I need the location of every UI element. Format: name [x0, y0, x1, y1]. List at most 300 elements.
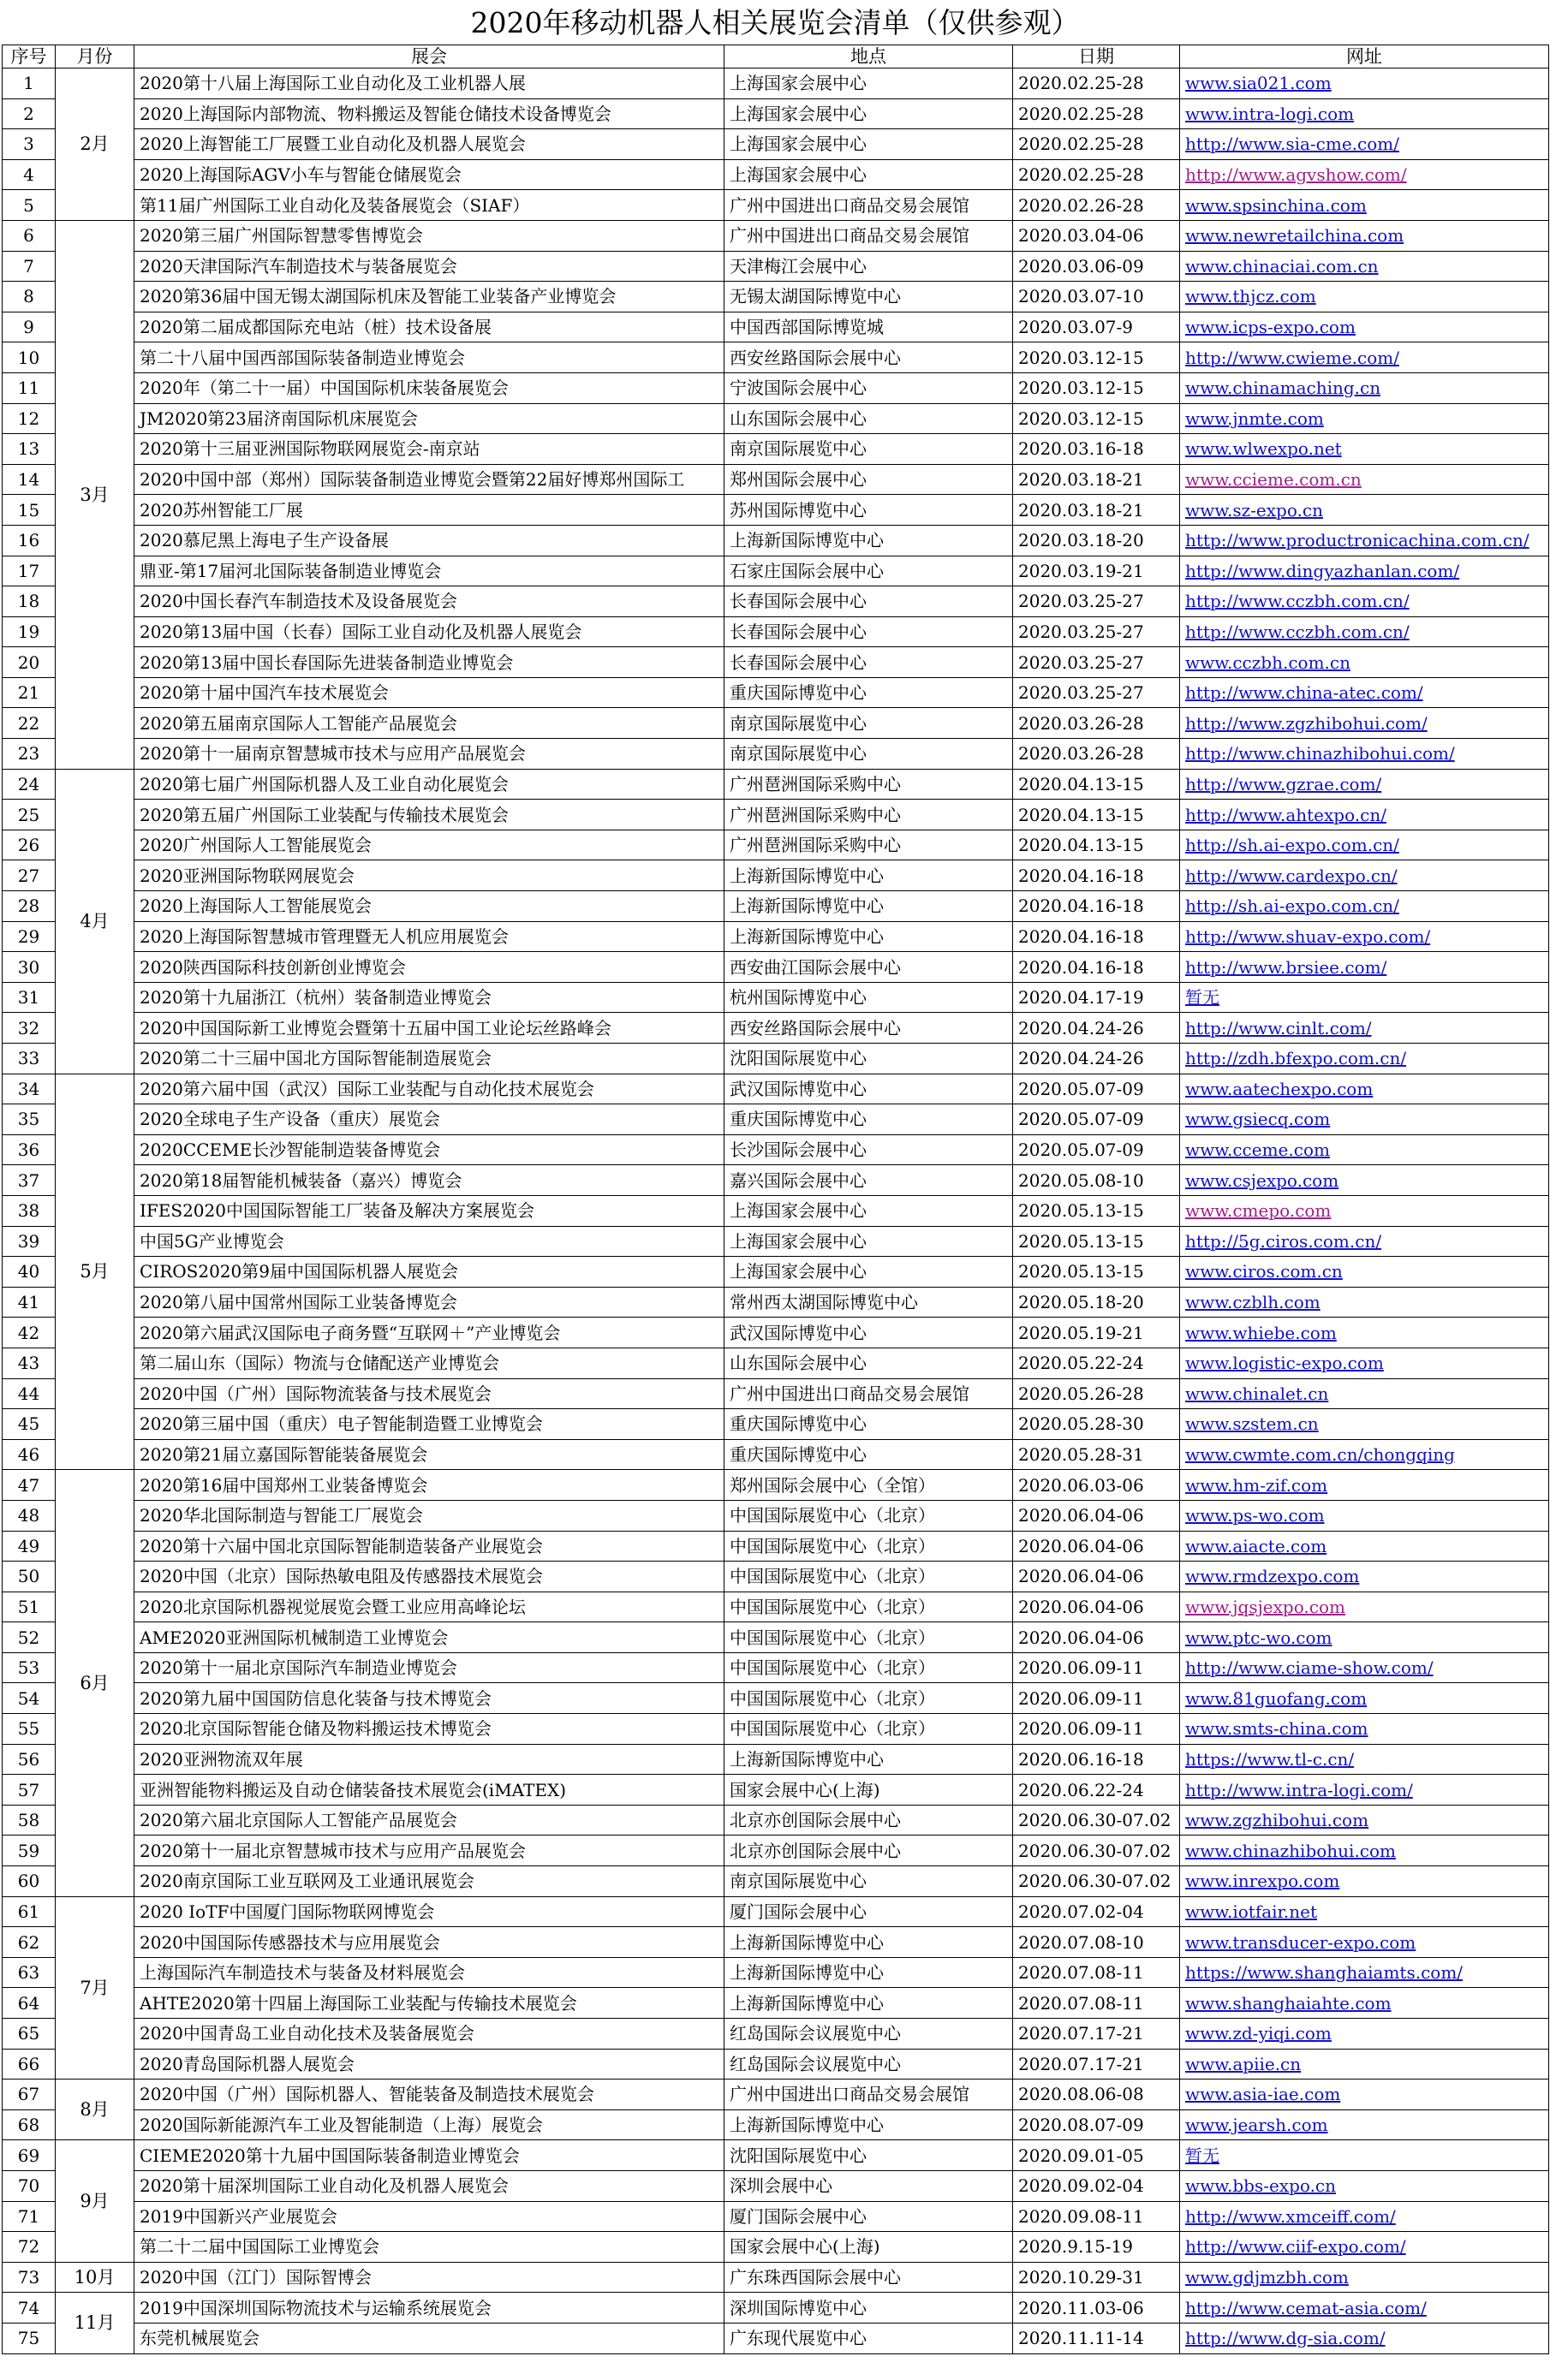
- exhibition-name: 2020第13届中国（长春）国际工业自动化及机器人展览会: [134, 616, 724, 647]
- exhibition-name: 2020中国青岛工业自动化技术及装备展览会: [134, 2019, 724, 2050]
- website-link[interactable]: www.wlwexpo.net: [1180, 434, 1549, 465]
- website-link[interactable]: http://www.cemat-asia.com/: [1180, 2293, 1549, 2323]
- exhibition-location: 上海新国际博览中心: [724, 1988, 1013, 2019]
- exhibition-date: 2020.06.09-11: [1013, 1714, 1180, 1745]
- exhibition-location: 上海国家会展中心: [724, 1226, 1013, 1257]
- row-index: 45: [3, 1409, 56, 1440]
- exhibition-date: 2020.9.15-19: [1013, 2232, 1180, 2263]
- exhibition-date: 2020.03.25-27: [1013, 616, 1180, 647]
- header-row: [3, 45, 1549, 68]
- exhibition-date: 2020.03.18-21: [1013, 464, 1180, 495]
- table-row: [3, 1531, 1549, 1562]
- row-index: 61: [3, 1896, 56, 1927]
- exhibition-date: 2020.03.26-28: [1013, 708, 1180, 739]
- exhibition-location: 上海新国际博览中心: [724, 891, 1013, 922]
- table-row: [3, 1927, 1549, 1958]
- exhibition-name: 2020广州国际人工智能展览会: [134, 830, 724, 860]
- exhibition-location: 无锡太湖国际博览中心: [724, 282, 1013, 312]
- website-link[interactable]: http://www.xmceiff.com/: [1180, 2201, 1549, 2232]
- exhibition-name: 2019中国深圳国际物流技术与运输系统展览会: [134, 2293, 724, 2323]
- row-index: 30: [3, 952, 56, 983]
- table-row: [3, 1652, 1549, 1683]
- row-index: 1: [3, 68, 56, 99]
- row-index: 59: [3, 1836, 56, 1866]
- exhibition-location: 重庆国际博览中心: [724, 1409, 1013, 1440]
- row-index: 46: [3, 1439, 56, 1470]
- row-index: 31: [3, 982, 56, 1013]
- row-index: 69: [3, 2140, 56, 2171]
- website-link[interactable]: http://www.ahtexpo.cn/: [1180, 800, 1549, 830]
- table-row: [3, 495, 1549, 526]
- row-index: 3: [3, 129, 56, 160]
- row-index: 15: [3, 495, 56, 526]
- row-index: 19: [3, 616, 56, 647]
- row-index: 2: [3, 98, 56, 129]
- month-cell: 8月: [56, 2080, 134, 2140]
- website-link[interactable]: www.jearsh.com: [1180, 2109, 1549, 2140]
- website-link[interactable]: http://zdh.bfexpo.com.cn/: [1180, 1044, 1549, 1074]
- row-index: 66: [3, 2049, 56, 2080]
- website-link[interactable]: http://www.china-atec.com/: [1180, 677, 1549, 708]
- table-row: [3, 708, 1549, 739]
- table-row: [3, 434, 1549, 465]
- table-row: [3, 1195, 1549, 1226]
- exhibition-location: 郑州国际会展中心（全馆）: [724, 1470, 1013, 1501]
- exhibition-date: 2020.06.04-06: [1013, 1592, 1180, 1622]
- row-index: 68: [3, 2109, 56, 2140]
- row-index: 42: [3, 1318, 56, 1348]
- exhibition-location: 中国国际展览中心（北京）: [724, 1622, 1013, 1653]
- table-row: [3, 1988, 1549, 2019]
- spreadsheet: [2, 0, 1548, 2354]
- exhibition-date: 2020.03.25-27: [1013, 677, 1180, 708]
- exhibition-date: 2020.02.26-28: [1013, 190, 1180, 221]
- exhibition-name: 2020天津国际汽车制造技术与装备展览会: [134, 251, 724, 282]
- table-row: [3, 1622, 1549, 1653]
- exhibition-name: 2020苏州智能工厂展: [134, 495, 724, 526]
- exhibition-location: 西安丝路国际会展中心: [724, 1013, 1013, 1044]
- website-link[interactable]: www.apiie.cn: [1180, 2049, 1549, 2080]
- website-link[interactable]: www.jqsjexpo.com: [1180, 1592, 1549, 1622]
- website-link[interactable]: 暂无: [1180, 2140, 1549, 2171]
- exhibition-date: 2020.07.08-10: [1013, 1927, 1180, 1958]
- exhibition-date: 2020.03.04-06: [1013, 220, 1180, 251]
- exhibition-location: 上海新国际博览中心: [724, 860, 1013, 891]
- website-link[interactable]: www.whiebe.com: [1180, 1318, 1549, 1348]
- website-link[interactable]: www.thjcz.com: [1180, 282, 1549, 312]
- table-row: [3, 891, 1549, 922]
- exhibition-location: 长春国际会展中心: [724, 586, 1013, 617]
- exhibition-date: 2020.03.07-10: [1013, 282, 1180, 312]
- website-link[interactable]: www.icps-expo.com: [1180, 312, 1549, 342]
- website-link[interactable]: www.rmdzexpo.com: [1180, 1562, 1549, 1592]
- exhibition-location: 中国国际展览中心（北京）: [724, 1531, 1013, 1562]
- row-index: 64: [3, 1988, 56, 2019]
- website-link[interactable]: www.chinaciai.com.cn: [1180, 251, 1549, 282]
- exhibition-date: 2020.09.01-05: [1013, 2140, 1180, 2171]
- website-link[interactable]: http://sh.ai-expo.com.cn/: [1180, 830, 1549, 860]
- exhibition-date: 2020.05.13-15: [1013, 1226, 1180, 1257]
- website-link[interactable]: www.smts-china.com: [1180, 1714, 1549, 1745]
- table-row: [3, 1013, 1549, 1044]
- exhibition-date: 2020.06.04-06: [1013, 1531, 1180, 1562]
- row-index: 37: [3, 1165, 56, 1196]
- exhibition-name: 2020中国中部（郑州）国际装备制造业博览会暨第22届好博郑州国际工: [134, 464, 724, 495]
- exhibition-name: 2020第二十三届中国北方国际智能制造展览会: [134, 1044, 724, 1074]
- table-row: [3, 251, 1549, 282]
- table-row: [3, 2293, 1549, 2323]
- exhibition-name: 2020中国国际新工业博览会暨第十五届中国工业论坛丝路峰会: [134, 1013, 724, 1044]
- website-link[interactable]: www.chinalet.cn: [1180, 1378, 1549, 1409]
- website-link[interactable]: http://www.cczbh.com.cn/: [1180, 586, 1549, 617]
- exhibition-location: 天津梅江会展中心: [724, 251, 1013, 282]
- exhibition-date: 2020.02.25-28: [1013, 159, 1180, 190]
- exhibition-date: 2020.08.06-08: [1013, 2080, 1180, 2110]
- website-link[interactable]: www.sia021.com: [1180, 68, 1549, 99]
- exhibition-name: 2020第十届深圳国际工业自动化及机器人展览会: [134, 2170, 724, 2201]
- exhibition-location: 广东珠西国际会展中心: [724, 2262, 1013, 2293]
- row-index: 22: [3, 708, 56, 739]
- exhibition-name: 2020亚洲物流双年展: [134, 1744, 724, 1775]
- website-link[interactable]: www.aatechexpo.com: [1180, 1074, 1549, 1104]
- website-link[interactable]: www.szstem.cn: [1180, 1409, 1549, 1440]
- website-link[interactable]: www.csjexpo.com: [1180, 1165, 1549, 1196]
- table-row: [3, 1805, 1549, 1836]
- exhibition-date: 2020.06.30-07.02: [1013, 1805, 1180, 1836]
- exhibition-name: 2020中国长春汽车制造技术及设备展览会: [134, 586, 724, 617]
- website-link[interactable]: www.aiacte.com: [1180, 1531, 1549, 1562]
- table-row: [3, 647, 1549, 678]
- exhibition-date: 2020.09.02-04: [1013, 2170, 1180, 2201]
- row-index: 8: [3, 282, 56, 312]
- row-index: 63: [3, 1957, 56, 1988]
- website-link[interactable]: https://www.shanghaiamts.com/: [1180, 1957, 1549, 1988]
- website-link[interactable]: www.hm-zif.com: [1180, 1470, 1549, 1501]
- website-link[interactable]: http://www.dingyazhanlan.com/: [1180, 556, 1549, 586]
- month-cell: 10月: [56, 2262, 134, 2293]
- website-link[interactable]: www.cczbh.com.cn: [1180, 647, 1549, 678]
- website-link[interactable]: http://www.intra-logi.com/: [1180, 1775, 1549, 1806]
- table-body: [3, 68, 1549, 2354]
- exhibition-name: 2020中国国际传感器技术与应用展览会: [134, 1927, 724, 1958]
- exhibition-date: 2020.02.25-28: [1013, 129, 1180, 160]
- exhibition-date: 2020.06.04-06: [1013, 1500, 1180, 1531]
- exhibition-location: 深圳国际博览中心: [724, 2293, 1013, 2323]
- exhibition-location: 上海国家会展中心: [724, 159, 1013, 190]
- exhibition-location: 广州中国进出口商品交易会展馆: [724, 2080, 1013, 2110]
- row-index: 32: [3, 1013, 56, 1044]
- website-link[interactable]: http://sh.ai-expo.com.cn/: [1180, 891, 1549, 922]
- website-link[interactable]: www.cwmte.com.cn/chongqing: [1180, 1439, 1549, 1470]
- table-row: [3, 2170, 1549, 2201]
- row-index: 54: [3, 1683, 56, 1714]
- exhibition-name: 2020中国（江门）国际智博会: [134, 2262, 724, 2293]
- exhibition-name: 上海国际汽车制造技术与装备及材料展览会: [134, 1957, 724, 1988]
- table-row: [3, 68, 1549, 99]
- exhibition-date: 2020.11.11-14: [1013, 2323, 1180, 2353]
- row-index: 38: [3, 1195, 56, 1226]
- table-row: [3, 1470, 1549, 1501]
- website-link[interactable]: 暂无: [1180, 982, 1549, 1013]
- table-row: [3, 677, 1549, 708]
- exhibition-location: 厦门国际会展中心: [724, 1896, 1013, 1927]
- row-index: 56: [3, 1744, 56, 1775]
- exhibition-date: 2020.07.02-04: [1013, 1896, 1180, 1927]
- exhibition-name: 鼎亚-第17届河北国际装备制造业博览会: [134, 556, 724, 586]
- exhibition-name: 2020第六届武汉国际电子商务暨“互联网＋”产业博览会: [134, 1318, 724, 1348]
- row-index: 65: [3, 2019, 56, 2050]
- website-link[interactable]: www.shanghaiahte.com: [1180, 1988, 1549, 2019]
- exhibition-name: 2020第十九届浙江（杭州）装备制造业博览会: [134, 982, 724, 1013]
- exhibition-location: 沈阳国际展览中心: [724, 2140, 1013, 2171]
- exhibition-date: 2020.05.07-09: [1013, 1104, 1180, 1135]
- exhibition-location: 北京亦创国际会展中心: [724, 1805, 1013, 1836]
- exhibition-date: 2020.04.13-15: [1013, 830, 1180, 860]
- exhibition-date: 2020.05.13-15: [1013, 1257, 1180, 1288]
- website-link[interactable]: www.iotfair.net: [1180, 1896, 1549, 1927]
- website-link[interactable]: www.zgzhibohui.com: [1180, 1805, 1549, 1836]
- row-index: 18: [3, 586, 56, 617]
- website-link[interactable]: www.bbs-expo.cn: [1180, 2170, 1549, 2201]
- exhibition-name: 2020 IoTF中国厦门国际物联网博览会: [134, 1896, 724, 1927]
- row-index: 5: [3, 190, 56, 221]
- table-row: [3, 1348, 1549, 1378]
- exhibition-name: 2020上海国际AGV小车与智能仓储展览会: [134, 159, 724, 190]
- website-link[interactable]: http://www.agvshow.com/: [1180, 159, 1549, 190]
- exhibition-date: 2020.10.29-31: [1013, 2262, 1180, 2293]
- website-link[interactable]: http://www.cardexpo.cn/: [1180, 860, 1549, 891]
- website-link[interactable]: www.81guofang.com: [1180, 1683, 1549, 1714]
- website-link[interactable]: www.czblh.com: [1180, 1287, 1549, 1318]
- exhibition-date: 2020.04.16-18: [1013, 921, 1180, 952]
- website-link[interactable]: http://www.chinazhibohui.com/: [1180, 739, 1549, 770]
- exhibition-date: 2020.04.13-15: [1013, 769, 1180, 800]
- exhibition-name: 2020中国（广州）国际机器人、智能装备及制造技术展览会: [134, 2080, 724, 2110]
- row-index: 21: [3, 677, 56, 708]
- row-index: 16: [3, 525, 56, 556]
- row-index: 20: [3, 647, 56, 678]
- exhibition-location: 广东现代展览中心: [724, 2323, 1013, 2353]
- website-link[interactable]: www.gsiecq.com: [1180, 1104, 1549, 1135]
- exhibition-location: 广州中国进出口商品交易会展馆: [724, 1378, 1013, 1409]
- table-row: [3, 2262, 1549, 2293]
- exhibition-date: 2020.06.16-18: [1013, 1744, 1180, 1775]
- row-index: 67: [3, 2080, 56, 2110]
- row-index: 49: [3, 1531, 56, 1562]
- website-link[interactable]: www.ptc-wo.com: [1180, 1622, 1549, 1653]
- website-link[interactable]: http://www.ciame-show.com/: [1180, 1652, 1549, 1683]
- month-cell: 11月: [56, 2293, 134, 2353]
- exhibition-location: 郑州国际会展中心: [724, 464, 1013, 495]
- month-cell: 7月: [56, 1896, 134, 2080]
- table-row: [3, 1074, 1549, 1104]
- exhibition-name: 亚洲智能物料搬运及自动仓储装备技术展览会(iMATEX): [134, 1775, 724, 1806]
- exhibition-name: 2020国际新能源汽车工业及智能制造（上海）展览会: [134, 2109, 724, 2140]
- exhibition-name: 2020第五届南京国际人工智能产品展览会: [134, 708, 724, 739]
- website-link[interactable]: http://5g.ciros.com.cn/: [1180, 1226, 1549, 1257]
- exhibition-name: 2020第十一届北京智慧城市技术与应用产品展览会: [134, 1836, 724, 1866]
- row-index: 41: [3, 1287, 56, 1318]
- row-index: 6: [3, 220, 56, 251]
- exhibition-location: 广州琶洲国际采购中心: [724, 830, 1013, 860]
- row-index: 9: [3, 312, 56, 342]
- table-row: [3, 1165, 1549, 1196]
- website-link[interactable]: www.inrexpo.com: [1180, 1866, 1549, 1897]
- table-row: [3, 739, 1549, 770]
- table-row: [3, 403, 1549, 434]
- exhibition-location: 上海新国际博览中心: [724, 921, 1013, 952]
- exhibition-location: 重庆国际博览中心: [724, 677, 1013, 708]
- exhibition-date: 2020.05.13-15: [1013, 1195, 1180, 1226]
- exhibition-location: 西安曲江国际会展中心: [724, 952, 1013, 983]
- exhibition-date: 2020.05.26-28: [1013, 1378, 1180, 1409]
- exhibition-name: 2020第16届中国郑州工业装备博览会: [134, 1470, 724, 1501]
- exhibition-date: 2020.03.26-28: [1013, 739, 1180, 770]
- website-link[interactable]: www.asia-iae.com: [1180, 2080, 1549, 2110]
- exhibition-date: 2020.08.07-09: [1013, 2109, 1180, 2140]
- website-link[interactable]: http://www.dg-sia.com/: [1180, 2323, 1549, 2353]
- exhibition-name: 东莞机械展览会: [134, 2323, 724, 2353]
- header-location: 地点: [724, 45, 1013, 68]
- exhibition-name: 2020中国（北京）国际热敏电阻及传感器技术展览会: [134, 1562, 724, 1592]
- website-link[interactable]: www.logistic-expo.com: [1180, 1348, 1549, 1378]
- website-link[interactable]: www.spsinchina.com: [1180, 190, 1549, 221]
- header-index: 序号: [3, 45, 56, 68]
- website-link[interactable]: www.gdjmzbh.com: [1180, 2262, 1549, 2293]
- exhibition-name: 2020第三届中国（重庆）电子智能制造暨工业博览会: [134, 1409, 724, 1440]
- exhibition-date: 2020.03.18-21: [1013, 495, 1180, 526]
- website-link[interactable]: www.zd-yiqi.com: [1180, 2019, 1549, 2050]
- row-index: 35: [3, 1104, 56, 1135]
- exhibition-date: 2020.04.24-26: [1013, 1044, 1180, 1074]
- website-link[interactable]: http://www.cinlt.com/: [1180, 1013, 1549, 1044]
- row-index: 25: [3, 800, 56, 830]
- website-link[interactable]: www.chinazhibohui.com: [1180, 1836, 1549, 1866]
- exhibition-location: 长沙国际会展中心: [724, 1134, 1013, 1165]
- exhibition-date: 2020.03.19-21: [1013, 556, 1180, 586]
- exhibition-location: 石家庄国际会展中心: [724, 556, 1013, 586]
- website-link[interactable]: www.chinamaching.cn: [1180, 372, 1549, 403]
- website-link[interactable]: www.ps-wo.com: [1180, 1500, 1549, 1531]
- website-link[interactable]: http://www.gzrae.com/: [1180, 769, 1549, 800]
- exhibition-location: 武汉国际博览中心: [724, 1074, 1013, 1104]
- exhibition-name: 2020CCEME长沙智能制造装备博览会: [134, 1134, 724, 1165]
- exhibition-name: 2020第五届广州国际工业装配与传输技术展览会: [134, 800, 724, 830]
- website-link[interactable]: http://www.brsiee.com/: [1180, 952, 1549, 983]
- website-link[interactable]: www.cceme.com: [1180, 1134, 1549, 1165]
- website-link[interactable]: www.jnmte.com: [1180, 403, 1549, 434]
- exhibition-location: 山东国际会展中心: [724, 1348, 1013, 1378]
- website-link[interactable]: http://www.zgzhibohui.com/: [1180, 708, 1549, 739]
- header-date: 日期: [1013, 45, 1180, 68]
- table-row: [3, 2080, 1549, 2110]
- website-link[interactable]: www.ccieme.com.cn: [1180, 464, 1549, 495]
- website-link[interactable]: www.newretailchina.com: [1180, 220, 1549, 251]
- row-index: 73: [3, 2262, 56, 2293]
- header-month: 月份: [56, 45, 134, 68]
- exhibition-location: 广州中国进出口商品交易会展馆: [724, 190, 1013, 221]
- row-index: 58: [3, 1805, 56, 1836]
- exhibition-name: 2020第36届中国无锡太湖国际机床及智能工业装备产业博览会: [134, 282, 724, 312]
- table-row: [3, 2049, 1549, 2080]
- exhibition-location: 上海国家会展中心: [724, 1195, 1013, 1226]
- website-link[interactable]: https://www.tl-c.cn/: [1180, 1744, 1549, 1775]
- row-index: 23: [3, 739, 56, 770]
- exhibition-name: 2020第十八届上海国际工业自动化及工业机器人展: [134, 68, 724, 99]
- exhibition-date: 2020.06.04-06: [1013, 1562, 1180, 1592]
- website-link[interactable]: http://www.productronicachina.com.cn/: [1180, 525, 1549, 556]
- website-link[interactable]: www.intra-logi.com: [1180, 98, 1549, 129]
- website-link[interactable]: http://www.sia-cme.com/: [1180, 129, 1549, 160]
- row-index: 12: [3, 403, 56, 434]
- exhibition-date: 2020.03.25-27: [1013, 586, 1180, 617]
- exhibition-name: CIEME2020第十九届中国国际装备制造业博览会: [134, 2140, 724, 2171]
- table-row: [3, 159, 1549, 190]
- exhibition-date: 2020.04.17-19: [1013, 982, 1180, 1013]
- exhibition-name: AME2020亚洲国际机械制造工业博览会: [134, 1622, 724, 1653]
- exhibition-date: 2020.06.09-11: [1013, 1652, 1180, 1683]
- exhibition-name: 2020第十三届亚洲国际物联网展览会-南京站: [134, 434, 724, 465]
- table-row: [3, 1134, 1549, 1165]
- row-index: 40: [3, 1257, 56, 1288]
- exhibition-location: 南京国际展览中心: [724, 708, 1013, 739]
- row-index: 4: [3, 159, 56, 190]
- website-link[interactable]: http://www.shuav-expo.com/: [1180, 921, 1549, 952]
- exhibition-location: 山东国际会展中心: [724, 403, 1013, 434]
- row-index: 60: [3, 1866, 56, 1897]
- exhibition-date: 2020.04.13-15: [1013, 800, 1180, 830]
- exhibition-location: 广州琶洲国际采购中心: [724, 769, 1013, 800]
- row-index: 11: [3, 372, 56, 403]
- exhibition-location: 上海国家会展中心: [724, 68, 1013, 99]
- website-link[interactable]: www.transducer-expo.com: [1180, 1927, 1549, 1958]
- exhibition-date: 2020.06.09-11: [1013, 1683, 1180, 1714]
- month-cell: 6月: [56, 1470, 134, 1896]
- exhibition-date: 2020.03.12-15: [1013, 342, 1180, 373]
- website-link[interactable]: http://www.ciif-expo.com/: [1180, 2232, 1549, 2263]
- row-index: 14: [3, 464, 56, 495]
- table-row: [3, 1744, 1549, 1775]
- exhibition-date: 2020.07.08-11: [1013, 1957, 1180, 1988]
- row-index: 48: [3, 1500, 56, 1531]
- exhibition-name: 2020年（第二十一届）中国国际机床装备展览会: [134, 372, 724, 403]
- exhibition-location: 南京国际展览中心: [724, 739, 1013, 770]
- website-link[interactable]: http://www.cwieme.com/: [1180, 342, 1549, 373]
- exhibition-name: 2020青岛国际机器人展览会: [134, 2049, 724, 2080]
- table-row: [3, 1044, 1549, 1074]
- website-link[interactable]: www.sz-expo.cn: [1180, 495, 1549, 526]
- exhibition-name: 2020陕西国际科技创新创业博览会: [134, 952, 724, 983]
- exhibition-date: 2020.07.17-21: [1013, 2049, 1180, 2080]
- sheet-title: 2020年移动机器人相关展览会清单（仅供参观）: [470, 6, 1080, 39]
- table-row: [3, 952, 1549, 983]
- exhibition-location: 上海新国际博览中心: [724, 525, 1013, 556]
- exhibition-location: 长春国际会展中心: [724, 616, 1013, 647]
- exhibition-location: 红岛国际会议展览中心: [724, 2049, 1013, 2080]
- exhibition-date: 2020.03.12-15: [1013, 403, 1180, 434]
- exhibition-name: IFES2020中国国际智能工厂装备及解决方案展览会: [134, 1195, 724, 1226]
- website-link[interactable]: http://www.cczbh.com.cn/: [1180, 616, 1549, 647]
- exhibition-location: 厦门国际会展中心: [724, 2201, 1013, 2232]
- website-link[interactable]: www.ciros.com.cn: [1180, 1257, 1549, 1288]
- exhibition-location: 上海新国际博览中心: [724, 1744, 1013, 1775]
- month-cell: 4月: [56, 769, 134, 1074]
- website-link[interactable]: www.cmepo.com: [1180, 1195, 1549, 1226]
- exhibition-date: 2020.05.28-30: [1013, 1409, 1180, 1440]
- exhibition-location: 重庆国际博览中心: [724, 1439, 1013, 1470]
- table-row: [3, 98, 1549, 129]
- table-row: [3, 1957, 1549, 1988]
